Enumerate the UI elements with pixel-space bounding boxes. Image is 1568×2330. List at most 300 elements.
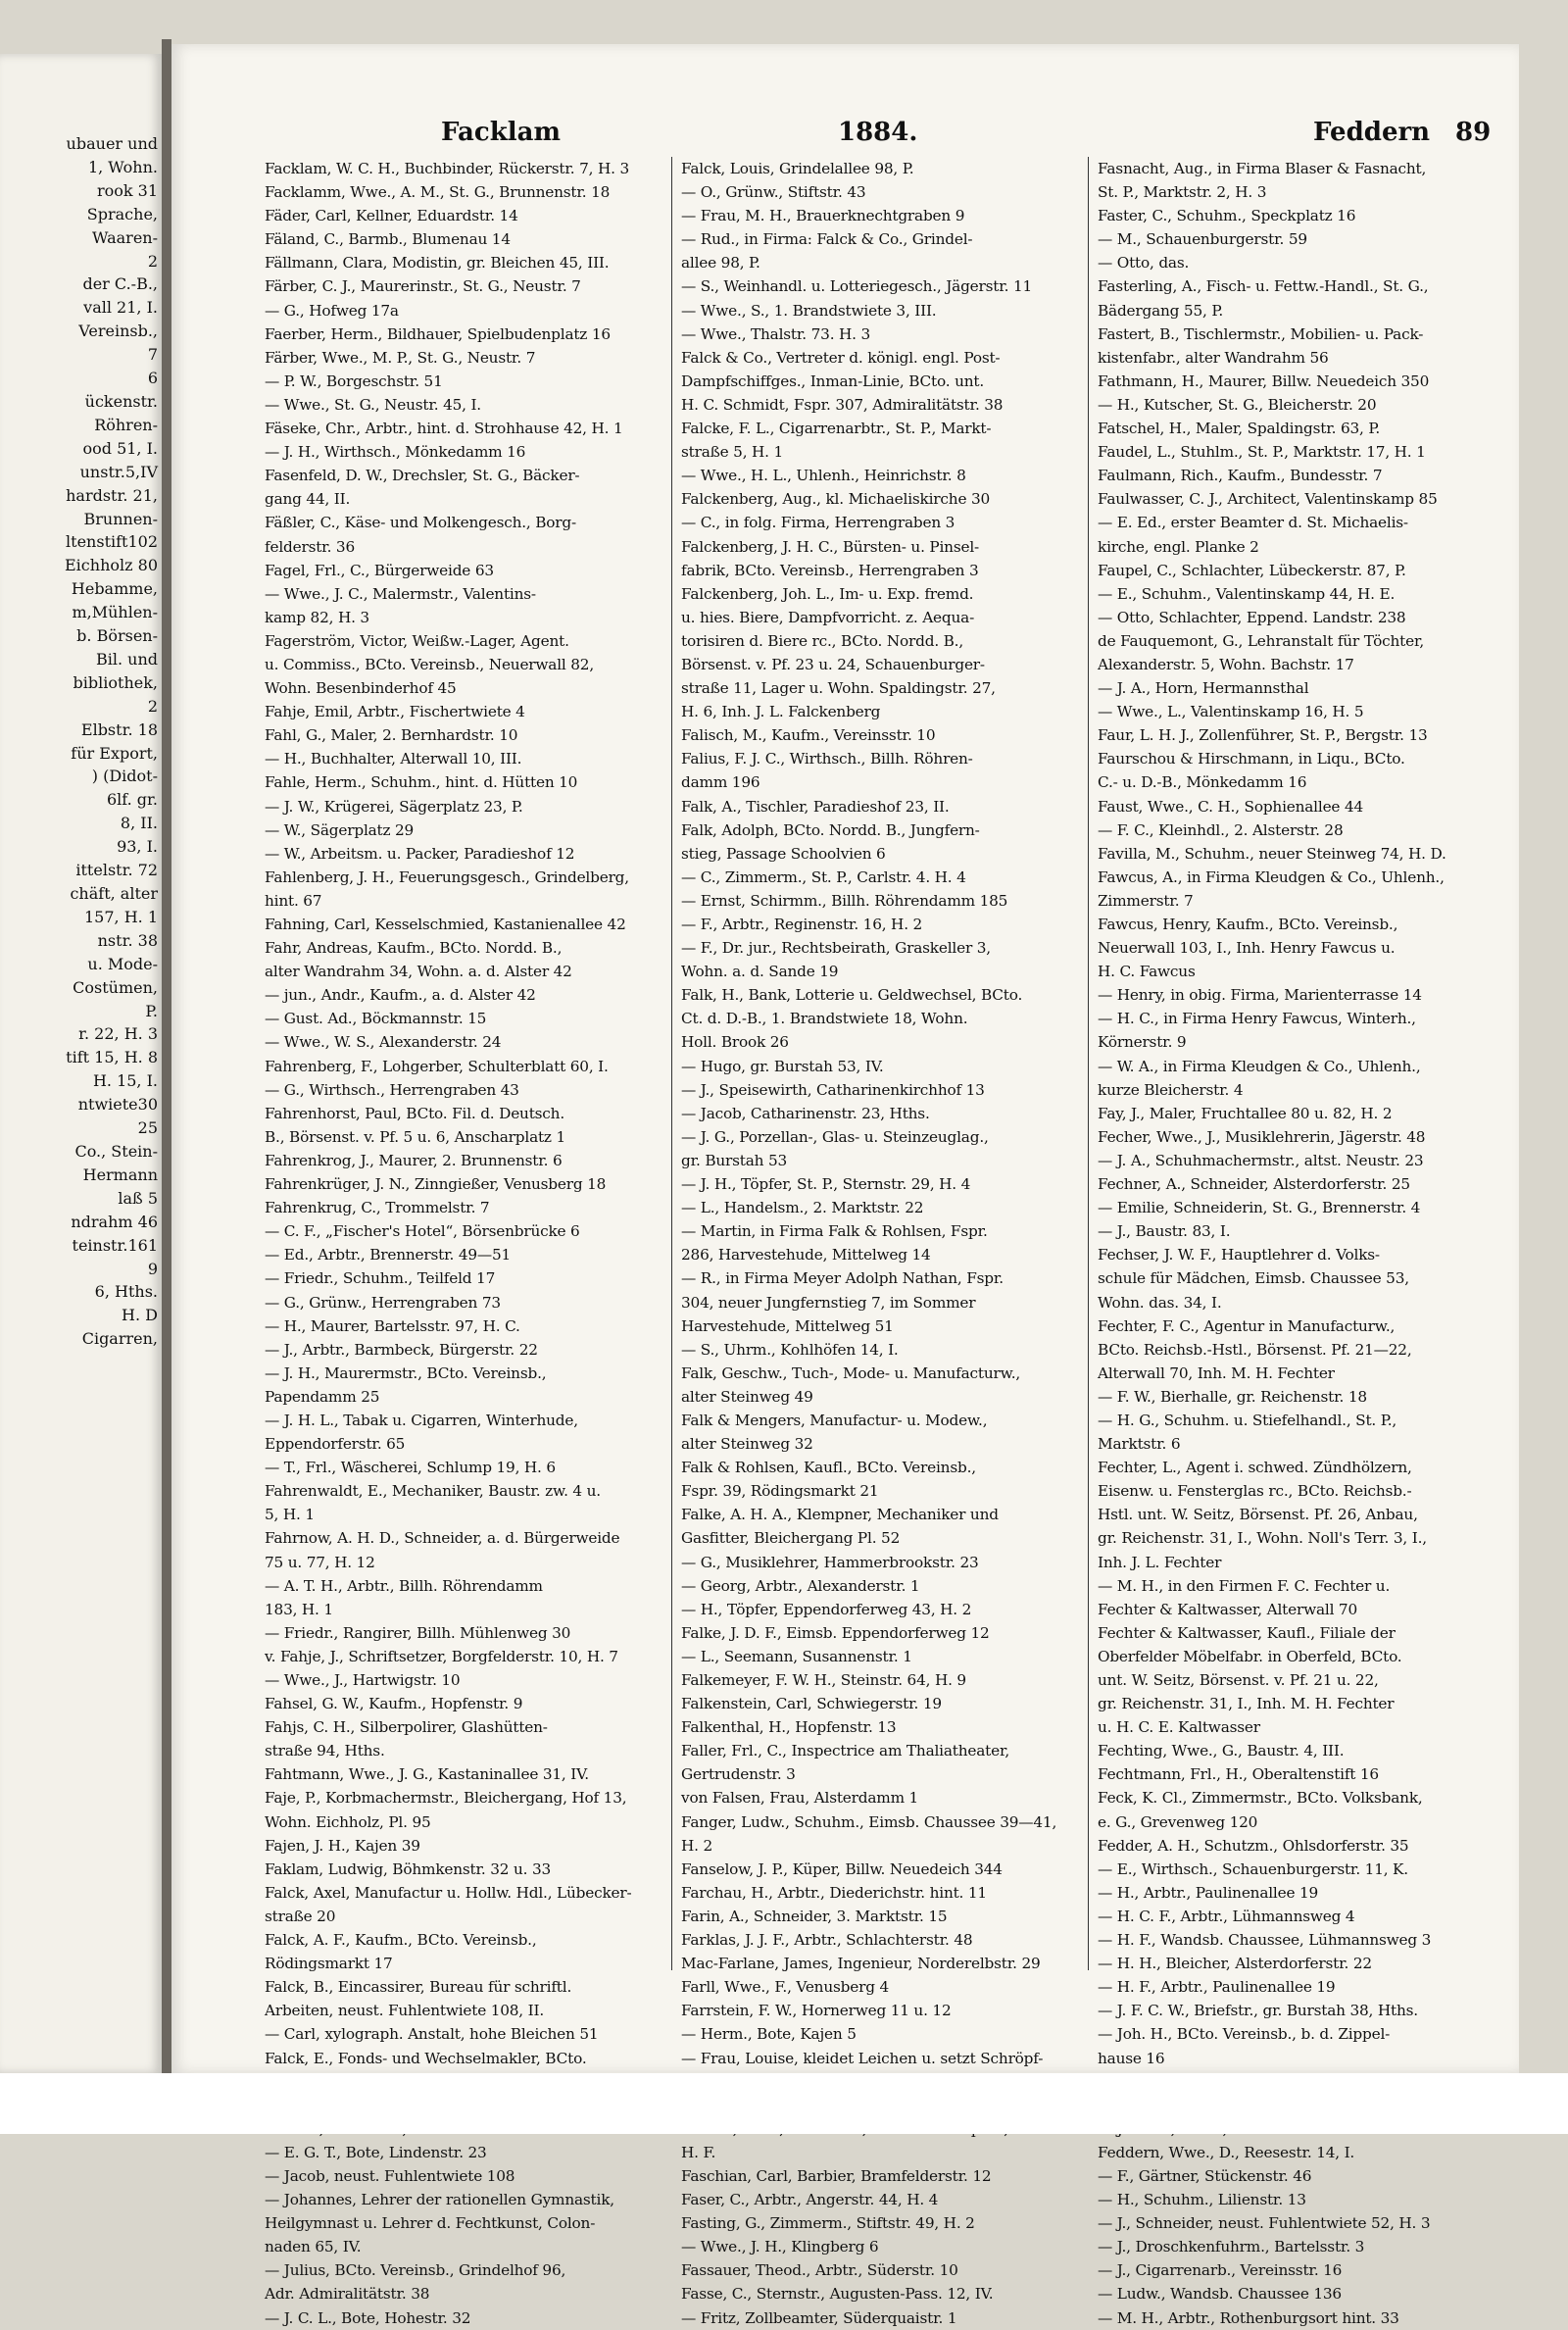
- directory-entry-line: Farin, A., Schneider, 3. Marktstr. 15: [681, 1907, 948, 1925]
- directory-entry-line: — Otto, Schlachter, Eppend. Landstr. 238: [1098, 608, 1406, 626]
- directory-entry-line: — F. C., Kleinhdl., 2. Alsterstr. 28: [1098, 820, 1344, 839]
- directory-entry-line: Fechter, F. C., Agentur in Manufacturw.,: [1098, 1316, 1396, 1335]
- directory-entry-line: — O., Grünw., Stiftstr. 43: [681, 183, 866, 202]
- directory-entry-line: Fanselow, J. P., Küper, Billw. Neuedeich 344: [681, 1859, 1003, 1878]
- directory-entry-line: alter Wandrahm 34, Wohn. a. d. Alster 42: [265, 963, 572, 981]
- directory-entry-line: Fathmann, H., Maurer, Billw. Neuedeich 350: [1098, 372, 1430, 390]
- left-page-fragment: [0, 54, 162, 2073]
- left-margin-line: Röhren-: [94, 415, 158, 434]
- directory-entry-line: Faur, L. H. J., Zollenführer, St. P., Bergstr. 13: [1098, 726, 1428, 745]
- directory-entry-line: BCto. Reichsb.-Hstl., Börsenst. Pf. 21—22,: [1098, 1340, 1412, 1359]
- directory-entry-line: — Gust. Ad., Böckmannstr. 15: [265, 1010, 487, 1028]
- directory-entry-line: straße 11, Lager u. Wohn. Spaldingstr. 27,: [681, 679, 996, 698]
- directory-entry-line: Farchau, H., Arbtr., Diederichstr. hint. 11: [681, 1883, 987, 1902]
- column-2: [681, 157, 1078, 2330]
- left-margin-line: P.: [145, 1001, 158, 1020]
- directory-entry-line: — Johannes, Lehrer der rationellen Gymnastik,: [265, 2191, 614, 2209]
- directory-entry-line: Faster, C., Schuhm., Speckplatz 16: [1098, 207, 1356, 225]
- directory-entry-line: Fechter & Kaltwasser, Alterwall 70: [1098, 1600, 1357, 1618]
- directory-entry-line: — M. H., in den Firmen F. C. Fechter u.: [1098, 1576, 1391, 1595]
- directory-entry-line: Falck, E., Fonds- und Wechselmakler, BCto.: [265, 2049, 587, 2067]
- directory-entry-line: Harvestehude, Mittelweg 51: [681, 1316, 894, 1335]
- directory-entry-line: straße 5, H. 1: [681, 443, 784, 462]
- left-margin-line: ndrahm 46: [71, 1212, 158, 1231]
- left-margin-line: 2: [147, 696, 158, 716]
- directory-entry-line: Fahrnow, A. H. D., Schneider, a. d. Bürgerweide: [265, 1529, 620, 1548]
- directory-entry-line: — H., Maurer, Bartelsstr. 97, H. C.: [265, 1316, 520, 1335]
- directory-entry-line: — Friedr., Rangirer, Billh. Mühlenweg 30: [265, 1623, 571, 1642]
- left-margin-line: 8, II.: [120, 814, 158, 833]
- left-margin-line: r. 22, H. 3: [78, 1024, 158, 1044]
- left-margin-line: teinstr.161: [72, 1235, 158, 1255]
- directory-entry-line: Papendamm 25: [265, 1387, 380, 1406]
- directory-entry-line: 75 u. 77, H. 12: [265, 1553, 375, 1571]
- directory-entry-line: — G., Wirthsch., Herrengraben 43: [265, 1080, 519, 1099]
- directory-entry-line: — Wwe., S., 1. Brandstwiete 3, III.: [681, 301, 937, 320]
- directory-entry-line: straße 94, Hths.: [265, 1742, 385, 1760]
- left-margin-line: rook 31: [96, 180, 158, 200]
- directory-entry-line: — J., Speisewirth, Catharinenkirchhof 13: [681, 1080, 985, 1099]
- directory-entry-line: Falk, H., Bank, Lotterie u. Geldwechsel, BCto.: [681, 986, 1023, 1005]
- directory-entry-line: Faklam, Ludwig, Böhmkenstr. 32 u. 33: [265, 1859, 552, 1878]
- directory-entry-line: Fahr, Andreas, Kaufm., BCto. Nordd. B.,: [265, 939, 563, 958]
- directory-entry-line: Adr. Admiralitätstr. 38: [265, 2285, 430, 2304]
- directory-entry-line: Fagerström, Victor, Weißw.-Lager, Agent.: [265, 631, 569, 650]
- directory-entry-line: kirche, engl. Planke 2: [1098, 537, 1259, 556]
- left-margin-line: Elbstr. 18: [80, 719, 158, 739]
- directory-entry-line: Fasenfeld, D. W., Drechsler, St. G., Bäcker-: [265, 467, 580, 485]
- directory-entry-line: — E. G. T., Bote, Lindenstr. 23: [265, 2143, 487, 2161]
- left-margin-line: b. Börsen-: [76, 626, 158, 646]
- directory-entry-line: gr. Reichenstr. 31, I., Inh. M. H. Fechter: [1098, 1695, 1395, 1713]
- directory-entry-line: — G., Musiklehrer, Hammerbrookstr. 23: [681, 1553, 979, 1571]
- directory-entry-line: Falk, A., Tischler, Paradieshof 23, II.: [681, 797, 950, 816]
- directory-entry-line: — L., Seemann, Susannenstr. 1: [681, 1647, 912, 1665]
- directory-entry-line: Falkenstein, Carl, Schwiegerstr. 19: [681, 1695, 942, 1713]
- directory-entry-line: — J. W., Krügerei, Sägerplatz 23, P.: [265, 797, 523, 816]
- directory-entry-line: alter Steinweg 49: [681, 1387, 813, 1406]
- column-divider: [1088, 157, 1089, 1970]
- left-margin-line: ood 51, I.: [82, 438, 158, 458]
- column-1: [265, 157, 662, 2330]
- left-margin-line: 9: [147, 1259, 158, 1278]
- directory-entry-line: Falck, Louis, Grindelallee 98, P.: [681, 160, 914, 177]
- directory-entry-line: — Wwe., J. C., Malermstr., Valentins-: [265, 584, 536, 603]
- left-margin-line: 25: [137, 1118, 158, 1138]
- directory-entry-line: — Wwe., L., Valentinskamp 16, H. 5: [1098, 703, 1364, 721]
- directory-entry-line: kistenfabr., alter Wandrahm 56: [1098, 348, 1329, 367]
- directory-entry-line: Oberfelder Möbelfabr. in Oberfeld, BCto.: [1098, 1647, 1402, 1665]
- left-margin-line: Eichholz 80: [65, 556, 158, 575]
- directory-entry-line: — A. T. H., Arbtr., Billh. Röhrendamm: [265, 1576, 543, 1595]
- directory-entry-line: Fanger, Ludw., Schuhm., Eimsb. Chaussee 39—41,: [681, 1812, 1057, 1831]
- left-margin-line: Waaren-: [92, 227, 158, 247]
- directory-entry-line: — Jacob, Catharinenstr. 23, Hths.: [681, 1104, 930, 1122]
- directory-entry-line: H. 6, Inh. J. L. Falckenberg: [681, 703, 881, 721]
- directory-entry-line: — T., Frl., Wäscherei, Schlump 19, H. 6: [265, 1459, 556, 1477]
- directory-entry-line: — H., Arbtr., Paulinenallee 19: [1098, 1883, 1319, 1902]
- directory-entry-line: Fahl, G., Maler, 2. Bernhardstr. 10: [265, 726, 518, 745]
- page-header: [265, 118, 1504, 153]
- left-margin-line: Bil. und: [95, 649, 158, 669]
- left-margin-line: u. Mode-: [87, 954, 158, 973]
- directory-entry-line: Fecher, Wwe., J., Musiklehrerin, Jägerstr. 48: [1098, 1127, 1426, 1146]
- directory-entry-line: — Carl, xylograph. Anstalt, hohe Bleichen 51: [265, 2025, 599, 2044]
- directory-entry-line: Faupel, C., Schlachter, Lübeckerstr. 87, P.: [1098, 561, 1406, 579]
- directory-entry-line: — Jacob, neust. Fuhlentwiete 108: [265, 2166, 515, 2185]
- directory-entry-line: Falke, J. D. F., Eimsb. Eppendorferweg 12: [681, 1623, 990, 1642]
- directory-entry-line: torisiren d. Biere rc., BCto. Nordd. B.,: [681, 631, 964, 650]
- left-margin-line: 93, I.: [117, 837, 158, 857]
- directory-entry-line: Alexanderstr. 5, Wohn. Bachstr. 17: [1098, 655, 1354, 673]
- book-gutter: [162, 39, 172, 2088]
- directory-entry-line: St. P., Marktstr. 2, H. 3: [1098, 183, 1267, 202]
- directory-entry-line: — M. H., Arbtr., Rothenburgsort hint. 33: [1098, 2308, 1399, 2327]
- left-margin-line: Co., Stein-: [74, 1141, 158, 1161]
- directory-entry-line: — Ludw., Wandsb. Chaussee 136: [1098, 2285, 1342, 2304]
- directory-entry-line: fabrik, BCto. Vereinsb., Herrengraben 3: [681, 561, 979, 579]
- directory-entry-line: — J., Cigarrenarb., Vereinsstr. 16: [1098, 2261, 1343, 2280]
- directory-entry-line: — jun., Andr., Kaufm., a. d. Alster 42: [265, 986, 536, 1005]
- directory-entry-line: — Wwe., H. L., Uhlenh., Heinrichstr. 8: [681, 467, 966, 485]
- directory-entry-line: Fasnacht, Aug., in Firma Blaser & Fasnacht,: [1098, 160, 1427, 177]
- directory-entry-line: C.- u. D.-B., Mönkedamm 16: [1098, 773, 1307, 792]
- directory-entry-line: Faje, P., Korbmachermstr., Bleichergang, Hof 13,: [265, 1789, 627, 1808]
- directory-entry-line: Fäland, C., Barmb., Blumenau 14: [265, 230, 511, 249]
- directory-entry-line: B., Börsenst. v. Pf. 5 u. 6, Anscharplatz 1: [265, 1127, 565, 1146]
- directory-entry-line: Fechner, A., Schneider, Alsterdorferstr. 25: [1098, 1175, 1410, 1194]
- directory-entry-line: Falck, Axel, Manufactur u. Hollw. Hdl., Lübecker-: [265, 1883, 632, 1902]
- directory-entry-line: — Joh. H., BCto. Vereinsb., b. d. Zippel-: [1098, 2025, 1391, 2044]
- directory-entry-line: — J., Schneider, neust. Fuhlentwiete 52, H. 3: [1098, 2214, 1431, 2233]
- directory-entry-line: von Falsen, Frau, Alsterdamm 1: [681, 1789, 919, 1808]
- directory-entry-line: — H. G., Schuhm. u. Stiefelhandl., St. P.,: [1098, 1411, 1397, 1429]
- directory-entry-line: — Ernst, Schirmm., Billh. Röhrendamm 185: [681, 891, 1008, 910]
- directory-entry-line: Facklamm, Wwe., A. M., St. G., Brunnenstr. 18: [265, 183, 611, 202]
- left-margin-line: 6lf. gr.: [106, 790, 158, 810]
- directory-entry-line: Farll, Wwe., F., Venusberg 4: [681, 1978, 889, 1997]
- directory-entry-line: Falck & Co., Vertreter d. königl. engl. Post-: [681, 348, 1001, 367]
- directory-entry-line: Gertrudenstr. 3: [681, 1765, 796, 1784]
- directory-entry-line: gr. Reichenstr. 31, I., Wohn. Noll's Terr. 3, I.,: [1098, 1529, 1427, 1548]
- directory-entry-line: — Herm., Bote, Kajen 5: [681, 2025, 857, 2044]
- left-margin-line: ntwiete30: [77, 1095, 158, 1115]
- directory-entry-line: H. F.: [681, 2143, 716, 2161]
- directory-page: [172, 44, 1519, 2327]
- left-margin-line: tift 15, H. 8: [66, 1048, 158, 1067]
- directory-entry-line: u. hies. Biere, Dampfvorricht. z. Aequa-: [681, 608, 975, 626]
- directory-entry-line: Fahlenberg, J. H., Feuerungsgesch., Grindelberg,: [265, 868, 629, 886]
- directory-entry-line: Falk & Mengers, Manufactur- u. Modew.,: [681, 1411, 988, 1429]
- directory-entry-line: Fahrenkrüger, J. N., Zinngießer, Venusberg 18: [265, 1175, 607, 1194]
- directory-entry-line: H. 2: [681, 1836, 712, 1855]
- directory-entry-line: Faurschou & Hirschmann, in Liqu., BCto.: [1098, 750, 1405, 768]
- directory-entry-line: Fahrenwaldt, E., Mechaniker, Baustr. zw. 4 u.: [265, 1482, 601, 1501]
- directory-entry-line: — J., Droschkenfuhrm., Bartelsstr. 3: [1098, 2238, 1365, 2256]
- left-margin-line: 2: [147, 251, 158, 271]
- directory-entry-line: Fechser, J. W. F., Hauptlehrer d. Volks-: [1098, 1246, 1380, 1264]
- directory-entry-line: Falk, Adolph, BCto. Nordd. B., Jungfern-: [681, 820, 980, 839]
- directory-entry-line: Dampfschiffges., Inman-Linie, BCto. unt.: [681, 372, 984, 390]
- directory-entry-line: Eppendorferstr. 65: [265, 1435, 406, 1454]
- directory-entry-line: — J., Arbtr., Barmbeck, Bürgerstr. 22: [265, 1340, 538, 1359]
- directory-entry-line: — Frau, Louise, kleidet Leichen u. setzt Schröpf-: [681, 2049, 1044, 2067]
- directory-entry-line: Feddern, Wwe., D., Reesestr. 14, I.: [1098, 2143, 1355, 2161]
- directory-entry-line: allee 98, P.: [681, 254, 760, 273]
- directory-entry-line: — H. F., Wandsb. Chaussee, Lühmannsweg 3: [1098, 1931, 1432, 1950]
- directory-entry-line: Färber, Wwe., M. P., St. G., Neustr. 7: [265, 348, 536, 367]
- directory-entry-line: — W. A., in Firma Kleudgen & Co., Uhlenh.,: [1098, 1057, 1421, 1075]
- directory-entry-line: Facklam, W. C. H., Buchbinder, Rückerstr. 7, H. 3: [265, 160, 629, 177]
- directory-entry-line: stieg, Passage Schoolvien 6: [681, 844, 886, 863]
- directory-entry-line: — Fritz, Zollbeamter, Süderquaistr. 1: [681, 2308, 957, 2327]
- directory-entry-line: Faerber, Herm., Bildhauer, Spielbudenplatz 16: [265, 324, 611, 343]
- directory-entry-line: Börsenst. v. Pf. 23 u. 24, Schauenburger-: [681, 655, 985, 673]
- directory-entry-line: schule für Mädchen, Eimsb. Chaussee 53,: [1098, 1269, 1409, 1288]
- directory-entry-line: Fastert, B., Tischlermstr., Mobilien- u. Pack-: [1098, 324, 1424, 343]
- directory-entry-line: — H., Schuhm., Lilienstr. 13: [1098, 2191, 1306, 2209]
- directory-entry-line: — H., Kutscher, St. G., Bleicherstr. 20: [1098, 395, 1377, 414]
- left-margin-line: vall 21, I.: [83, 298, 158, 318]
- directory-entry-line: — H. F., Arbtr., Paulinenallee 19: [1098, 1978, 1336, 1997]
- directory-entry-line: — G., Hofweg 17a: [265, 301, 399, 320]
- directory-entry-line: u. H. C. E. Kaltwasser: [1098, 1718, 1260, 1737]
- directory-entry-line: Fahrenhorst, Paul, BCto. Fil. d. Deutsch.: [265, 1104, 564, 1122]
- directory-entry-line: gang 44, II.: [265, 490, 351, 509]
- directory-entry-line: — E., Schuhm., Valentinskamp 44, H. E.: [1098, 584, 1396, 603]
- directory-entry-line: H. C. Schmidt, Fspr. 307, Admiralitätstr. 38: [681, 395, 1004, 414]
- directory-entry-line: Fasterling, A., Fisch- u. Fettw.-Handl., St. G.,: [1098, 277, 1429, 296]
- directory-entry-line: Falisch, M., Kaufm., Vereinsstr. 10: [681, 726, 936, 745]
- directory-entry-line: Rödingsmarkt 17: [265, 1955, 393, 1973]
- directory-entry-line: — Julius, BCto. Vereinsb., Grindelhof 96,: [265, 2261, 566, 2280]
- directory-entry-line: — Martin, in Firma Falk & Rohlsen, Fspr.: [681, 1222, 988, 1241]
- directory-entry-line: Farrstein, F. W., Hornerweg 11 u. 12: [681, 2002, 952, 2020]
- directory-entry-line: — H., Buchhalter, Alterwall 10, III.: [265, 750, 522, 768]
- directory-entry-line: — J. F. C. W., Briefstr., gr. Burstah 38, Hths.: [1098, 2002, 1418, 2020]
- directory-entry-line: de Fauquemont, G., Lehranstalt für Töchter,: [1098, 631, 1425, 650]
- directory-entry-line: — F., Dr. jur., Rechtsbeirath, Graskeller 3,: [681, 939, 991, 958]
- directory-entry-line: Fahrenberg, F., Lohgerber, Schulterblatt 60, I.: [265, 1057, 609, 1075]
- directory-entry-line: Heilgymnast u. Lehrer d. Fechtkunst, Colon-: [265, 2214, 596, 2233]
- directory-entry-line: Falck, B., Eincassirer, Bureau für schriftl.: [265, 1978, 572, 1997]
- directory-entry-line: — H. C. F., Arbtr., Lühmannsweg 4: [1098, 1907, 1355, 1925]
- directory-entry-line: Ct. d. D.-B., 1. Brandstwiete 18, Wohn.: [681, 1010, 968, 1028]
- directory-entry-line: Wohn. das. 34, I.: [1098, 1293, 1222, 1312]
- left-margin-line: Hebamme,: [71, 579, 158, 599]
- directory-entry-line: H. C. Fawcus: [1098, 963, 1196, 981]
- directory-entry-line: Faust, Wwe., C. H., Sophienallee 44: [1098, 797, 1364, 816]
- directory-entry-line: — C., in folg. Firma, Herrengraben 3: [681, 514, 956, 532]
- page-number: 89: [1455, 118, 1492, 147]
- directory-entry-line: — Henry, in obig. Firma, Marienterrasse 14: [1098, 986, 1422, 1005]
- directory-entry-line: Eisenw. u. Fensterglas rc., BCto. Reichsb.-: [1098, 1482, 1412, 1501]
- directory-entry-line: Falcke, F. L., Cigarrenarbtr., St. P., Markt-: [681, 420, 992, 438]
- directory-entry-line: naden 65, IV.: [265, 2238, 362, 2256]
- directory-entry-line: — J. A., Horn, Hermannsthal: [1098, 679, 1309, 698]
- directory-entry-line: Fajen, J. H., Kajen 39: [265, 1836, 420, 1855]
- directory-entry-line: — Emilie, Schneiderin, St. G., Brennerstr. 4: [1098, 1199, 1421, 1217]
- directory-entry-line: Fäßler, C., Käse- und Molkengesch., Borg-: [265, 514, 576, 532]
- directory-entry-line: Fedder, A. H., Schutzm., Ohlsdorferstr. 35: [1098, 1836, 1409, 1855]
- directory-entry-line: Fatschel, H., Maler, Spaldingstr. 63, P.: [1098, 420, 1381, 438]
- directory-entry-line: Mac-Farlane, James, Ingenieur, Norderelbstr. 29: [681, 1955, 1041, 1973]
- left-margin-line: H. 15, I.: [92, 1071, 158, 1091]
- directory-entry-line: — J. H. L., Tabak u. Cigarren, Winterhude,: [265, 1411, 578, 1429]
- left-margin-line: ückenstr.: [84, 391, 158, 411]
- directory-entry-line: — H., Töpfer, Eppendorferweg 43, H. 2: [681, 1600, 972, 1618]
- directory-entry-line: — F., Arbtr., Reginenstr. 16, H. 2: [681, 916, 923, 933]
- directory-entry-line: 304, neuer Jungfernstieg 7, im Sommer: [681, 1293, 976, 1312]
- left-margin-line: Brunnen-: [83, 509, 158, 528]
- directory-entry-line: Faulmann, Rich., Kaufm., Bundesstr. 7: [1098, 467, 1383, 485]
- directory-entry-line: — J. A., Schuhmachermstr., altst. Neustr. 23: [1098, 1151, 1424, 1169]
- directory-entry-line: Fahje, Emil, Arbtr., Fischertwiete 4: [265, 703, 525, 721]
- directory-entry-line: — H. C., in Firma Henry Fawcus, Winterh.,: [1098, 1010, 1416, 1028]
- directory-entry-line: Fechter, L., Agent i. schwed. Zündhölzern,: [1098, 1459, 1412, 1477]
- directory-entry-line: — E. Ed., erster Beamter d. St. Michaelis-: [1098, 514, 1408, 532]
- directory-entry-line: Fay, J., Maler, Fruchtallee 80 u. 82, H. 2: [1098, 1104, 1393, 1122]
- directory-entry-line: — Ed., Arbtr., Brennerstr. 49—51: [265, 1246, 512, 1264]
- left-margin-line: H. D: [122, 1306, 158, 1325]
- directory-entry-line: 5, H. 1: [265, 1506, 315, 1524]
- directory-entry-line: Fällmann, Clara, Modistin, gr. Bleichen 45, III.: [265, 254, 610, 273]
- left-margin-line: 6: [147, 369, 158, 388]
- directory-entry-line: — Frau, M. H., Brauerknechtgraben 9: [681, 207, 965, 225]
- directory-entry-line: Marktstr. 6: [1098, 1435, 1181, 1454]
- directory-entry-line: hause 16: [1098, 2049, 1165, 2067]
- directory-entry-line: Faulwasser, C. J., Architect, Valentinskamp 85: [1098, 490, 1438, 509]
- directory-entry-line: Feck, K. Cl., Zimmermstr., BCto. Volksbank,: [1098, 1789, 1423, 1808]
- directory-entry-line: Fahsel, G. W., Kaufm., Hopfenstr. 9: [265, 1695, 523, 1713]
- directory-entry-line: Wohn. a. d. Sande 19: [681, 963, 839, 981]
- left-margin-line: Costümen,: [73, 977, 158, 997]
- directory-entry-line: Fagel, Frl., C., Bürgerweide 63: [265, 561, 494, 579]
- directory-entry-line: 286, Harvestehude, Mittelweg 14: [681, 1246, 931, 1264]
- directory-entry-line: Inh. J. L. Fechter: [1098, 1553, 1222, 1571]
- directory-entry-line: damm 196: [681, 773, 760, 792]
- directory-entry-line: Falckenberg, Aug., kl. Michaeliskirche 30: [681, 490, 991, 509]
- directory-entry-line: Favilla, M., Schuhm., neuer Steinweg 74, H. D.: [1098, 844, 1446, 863]
- directory-entry-line: Zimmerstr. 7: [1098, 891, 1194, 910]
- directory-entry-line: Fahtmann, Wwe., J. G., Kastaninallee 31, IV.: [265, 1765, 589, 1784]
- directory-entry-line: Falkenthal, H., Hopfenstr. 13: [681, 1718, 897, 1737]
- directory-entry-line: — Wwe., J. H., Klingberg 6: [681, 2238, 879, 2256]
- directory-entry-line: — F., Gärtner, Stückenstr. 46: [1098, 2166, 1312, 2185]
- directory-entry-line: Faser, C., Arbtr., Angerstr. 44, H. 4: [681, 2191, 939, 2209]
- left-margin-text: [1, 132, 158, 1351]
- directory-entry-line: — Wwe., Thalstr. 73. H. 3: [681, 324, 871, 343]
- left-margin-line: Cigarren,: [81, 1329, 158, 1349]
- left-margin-line: 157, H. 1: [83, 907, 158, 926]
- left-margin-line: Hermann: [82, 1165, 158, 1184]
- directory-entry-line: gr. Burstah 53: [681, 1151, 788, 1169]
- left-margin-line: laß 5: [118, 1188, 158, 1208]
- left-margin-line: der C.-B.,: [82, 274, 158, 294]
- directory-entry-line: — F. W., Bierhalle, gr. Reichenstr. 18: [1098, 1387, 1367, 1406]
- directory-entry-line: — J. G., Porzellan-, Glas- u. Steinzeuglag.,: [681, 1127, 989, 1146]
- directory-entry-line: Fassauer, Theod., Arbtr., Süderstr. 10: [681, 2261, 958, 2280]
- directory-entry-line: — P. W., Borgeschstr. 51: [265, 372, 443, 390]
- left-margin-line: ltenstift102: [66, 532, 158, 552]
- directory-entry-line: — W., Arbeitsm. u. Packer, Paradieshof 12: [265, 844, 575, 863]
- directory-entry-line: Fäseke, Chr., Arbtr., hint. d. Strohhause 42, H. 1: [265, 420, 623, 438]
- directory-entry-line: Falke, A. H. A., Klempner, Mechaniker und: [681, 1506, 999, 1524]
- directory-entry-line: Fahrenkrog, J., Maurer, 2. Brunnenstr. 6: [265, 1151, 563, 1169]
- directory-entry-line: Fawcus, Henry, Kaufm., BCto. Vereinsb.,: [1098, 916, 1398, 933]
- directory-entry-line: v. Fahje, J., Schriftsetzer, Borgfelderstr. 10, H. 7: [265, 1647, 618, 1665]
- directory-entry-line: Fahjs, C. H., Silberpolirer, Glashütten-: [265, 1718, 548, 1737]
- left-margin-line: für Export,: [71, 743, 158, 763]
- directory-entry-line: Färber, C. J., Maurerinstr., St. G., Neustr. 7: [265, 277, 581, 296]
- scan-bottom-margin: [0, 2073, 1568, 2134]
- directory-entry-line: Neuerwall 103, I., Inh. Henry Fawcus u.: [1098, 939, 1396, 958]
- directory-entry-line: kamp 82, H. 3: [265, 608, 369, 626]
- directory-entry-line: Holl. Brook 26: [681, 1033, 789, 1052]
- left-margin-line: hardstr. 21,: [66, 485, 158, 505]
- left-margin-line: ) (Didot-: [91, 767, 158, 786]
- directory-entry-line: — W., Sägerplatz 29: [265, 820, 415, 839]
- header-year: 1884.: [838, 118, 918, 147]
- directory-entry-line: Falckenberg, Joh. L., Im- u. Exp. fremd.: [681, 584, 974, 603]
- directory-entry-line: Wohn. Eichholz, Pl. 95: [265, 1812, 431, 1831]
- directory-entry-line: — Wwe., J., Hartwigstr. 10: [265, 1671, 461, 1689]
- directory-entry-line: Faller, Frl., C., Inspectrice am Thaliatheater,: [681, 1742, 1010, 1760]
- directory-entry-line: Falius, F. J. C., Wirthsch., Billh. Röhren-: [681, 750, 973, 768]
- directory-entry-line: — J., Baustr. 83, I.: [1098, 1222, 1231, 1241]
- left-margin-line: 1, Wohn.: [87, 157, 158, 176]
- directory-entry-line: felderstr. 36: [265, 537, 355, 556]
- directory-entry-line: — R., in Firma Meyer Adolph Nathan, Fspr.: [681, 1269, 1004, 1288]
- left-margin-line: unstr.5,IV: [79, 462, 158, 481]
- header-left-keyword: Facklam: [441, 118, 561, 147]
- directory-entry-line: hint. 67: [265, 891, 322, 910]
- left-margin-line: 7: [147, 345, 158, 365]
- directory-entry-line: — Friedr., Schuhm., Teilfeld 17: [265, 1269, 496, 1288]
- directory-entry-line: Faschian, Carl, Barbier, Bramfelderstr. 12: [681, 2166, 992, 2185]
- directory-entry-line: straße 20: [265, 1907, 336, 1925]
- directory-entry-line: Falkemeyer, F. W. H., Steinstr. 64, H. 9: [681, 1671, 966, 1689]
- directory-entry-line: — C., Zimmerm., St. P., Carlstr. 4. H. 4: [681, 868, 966, 886]
- directory-entry-line: Falk & Rohlsen, Kaufl., BCto. Vereinsb.,: [681, 1459, 976, 1477]
- directory-entry-line: Fspr. 39, Rödingsmarkt 21: [681, 1482, 879, 1501]
- directory-entry-line: Fahrenkrug, C., Trommelstr. 7: [265, 1199, 490, 1217]
- directory-entry-line: — E., Wirthsch., Schauenburgerstr. 11, K.: [1098, 1859, 1408, 1878]
- directory-entry-line: — J. H., Wirthsch., Mönkedamm 16: [265, 443, 526, 462]
- directory-entry-line: Körnerstr. 9: [1098, 1033, 1187, 1052]
- directory-entry-line: Fasse, C., Sternstr., Augusten-Pass. 12, IV.: [681, 2285, 994, 2304]
- directory-entry-line: e. G., Grevenweg 120: [1098, 1812, 1258, 1831]
- left-margin-line: bibliothek,: [73, 672, 158, 692]
- left-margin-line: nstr. 38: [97, 930, 158, 950]
- directory-entry-line: Falckenberg, J. H. C., Bürsten- u. Pinsel-: [681, 537, 979, 556]
- column-3: [1098, 157, 1494, 2330]
- left-margin-line: m,Mühlen-: [72, 603, 158, 622]
- directory-entry-line: — L., Handelsm., 2. Marktstr. 22: [681, 1199, 924, 1217]
- column-divider: [671, 157, 672, 1970]
- directory-entry-line: — Otto, das.: [1098, 254, 1190, 273]
- directory-entry-line: — J. H., Töpfer, St. P., Sternstr. 29, H. 4: [681, 1175, 971, 1194]
- directory-entry-line: Falck, A. F., Kaufm., BCto. Vereinsb.,: [265, 1931, 537, 1950]
- directory-entry-line: kurze Bleicherstr. 4: [1098, 1080, 1244, 1099]
- directory-entry-line: — Georg, Arbtr., Alexanderstr. 1: [681, 1576, 920, 1595]
- directory-entry-line: — M., Schauenburgerstr. 59: [1098, 230, 1307, 249]
- directory-entry-line: unt. W. Seitz, Börsenst. v. Pf. 21 u. 22,: [1098, 1671, 1379, 1689]
- directory-entry-line: Fahning, Carl, Kesselschmied, Kastanienallee 42: [265, 916, 626, 933]
- directory-entry-line: — Wwe., W. S., Alexanderstr. 24: [265, 1033, 502, 1052]
- directory-entry-line: — J. H., Maurermstr., BCto. Vereinsb.,: [265, 1363, 547, 1382]
- directory-entry-line: — J. C. L., Bote, Hohestr. 32: [265, 2308, 471, 2327]
